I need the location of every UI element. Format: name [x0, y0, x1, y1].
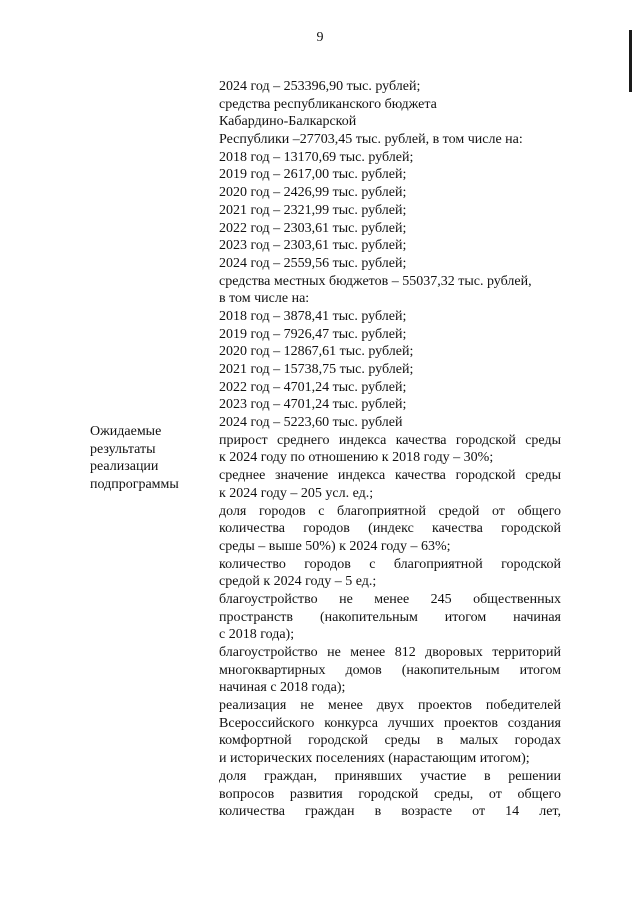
text-line: 2023 год – 4701,24 тыс. рублей;: [219, 397, 407, 413]
text-line: многоквартирных домов (накопительным итогом: [219, 662, 561, 678]
text-line: Кабардино-Балкарской: [219, 114, 357, 130]
text-line: 2019 год – 2617,00 тыс. рублей;: [219, 167, 407, 183]
text-line: прирост среднего индекса качества городской среды: [219, 432, 561, 448]
text-line: и исторических поселениях (нарастающим итогом);: [219, 751, 530, 767]
text-line: 2018 год – 13170,69 тыс. рублей;: [219, 149, 414, 165]
text-line: количества городов (индекс качества городской: [219, 521, 561, 537]
section-label-line: реализации: [90, 459, 159, 475]
text-line: среды – выше 50%) к 2024 году – 63%;: [219, 538, 451, 554]
text-line: 2024 год – 2559,56 тыс. рублей;: [219, 255, 407, 271]
text-line: Республики –27703,45 тыс. рублей, в том числе на:: [219, 132, 523, 148]
text-line: 2018 год – 3878,41 тыс. рублей;: [219, 308, 407, 324]
scan-edge-mark: [629, 30, 632, 92]
section-label-line: результаты: [90, 441, 156, 457]
page-number: 9: [316, 30, 324, 45]
text-line: средства республиканского бюджета: [219, 96, 437, 112]
text-line: с 2018 года);: [219, 627, 295, 643]
text-line: вопросов развития городской среды, от общего: [219, 786, 561, 802]
text-line: 2023 год – 2303,61 тыс. рублей;: [219, 238, 407, 254]
text-line: 2019 год – 7926,47 тыс. рублей;: [219, 326, 407, 342]
text-line: средства местных бюджетов – 55037,32 тыс. рублей,: [219, 273, 532, 289]
text-line: количества граждан в возрасте от 14 лет,: [219, 804, 561, 820]
text-line: 2024 год – 5223,60 тыс. рублей: [219, 415, 403, 431]
text-line: среднее значение индекса качества городской среды: [219, 468, 561, 484]
text-line: 2022 год – 4701,24 тыс. рублей;: [219, 379, 407, 395]
text-line: пространств (накопительным итогом начиная: [219, 609, 561, 625]
section-label: [90, 423, 212, 494]
text-line: к 2024 году по отношению к 2018 году – 30%;: [219, 450, 494, 466]
text-line: 2021 год – 2321,99 тыс. рублей;: [219, 202, 407, 218]
text-line: в том числе на:: [219, 291, 310, 307]
section-content: [219, 78, 561, 821]
text-line: комфортной городской среды в малых городах: [219, 733, 561, 749]
text-line: Всероссийского конкурса лучших проектов создания: [219, 715, 561, 731]
text-line: 2022 год – 2303,61 тыс. рублей;: [219, 220, 407, 236]
text-line: начиная с 2018 года);: [219, 680, 346, 696]
text-line: 2020 год – 12867,61 тыс. рублей;: [219, 344, 414, 360]
text-line: благоустройство не менее 812 дворовых территорий: [219, 645, 561, 660]
text-line: 2021 год – 15738,75 тыс. рублей;: [219, 362, 414, 377]
text-line: к 2024 году – 205 усл. ед.;: [219, 485, 374, 501]
section-label-line: Ожидаемые: [90, 424, 162, 439]
section-label-line: подпрограммы: [90, 477, 179, 493]
text-line: 2020 год – 2426,99 тыс. рублей;: [219, 185, 407, 201]
text-line: количество городов с благоприятной городской: [219, 556, 561, 572]
text-line: доля городов с благоприятной средой от общего: [219, 503, 561, 519]
text-line: 2024 год – 253396,90 тыс. рублей;: [219, 79, 421, 94]
text-line: благоустройство не менее 245 общественных: [219, 591, 561, 607]
text-line: средой к 2024 году – 5 ед.;: [219, 574, 377, 590]
text-line: доля граждан, принявших участие в решении: [219, 768, 561, 784]
text-line: реализация не менее двух проектов победителей: [219, 698, 561, 714]
